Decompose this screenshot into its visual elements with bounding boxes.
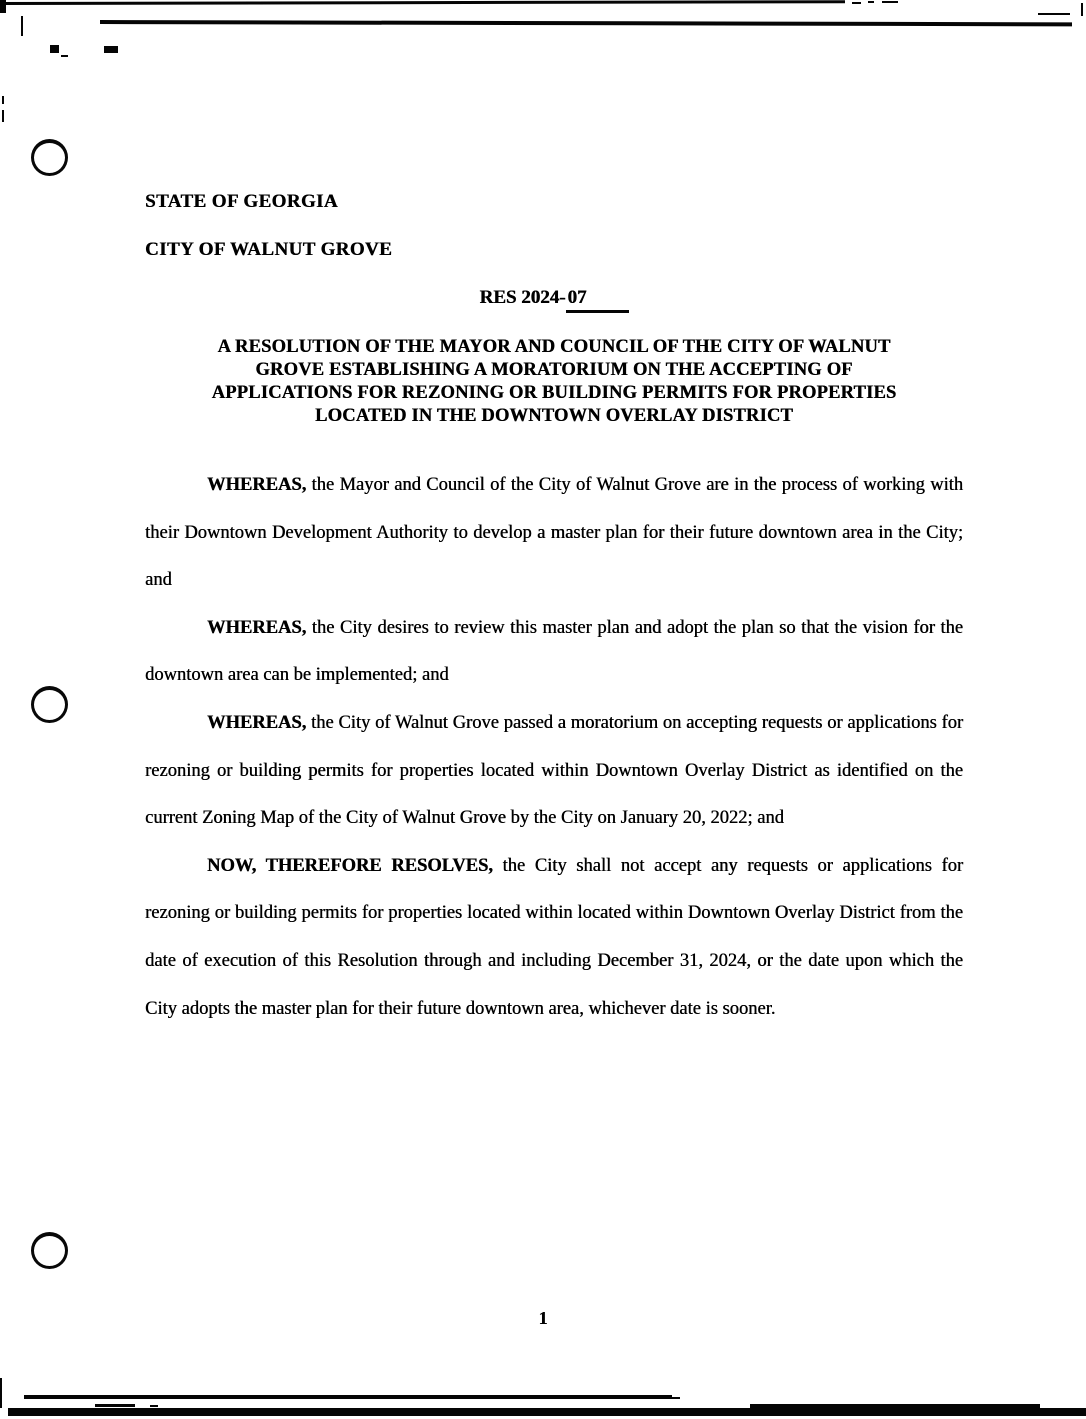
whereas-paragraph-3 [145,700,963,843]
scan-artifact-corner-mark [0,0,6,13]
resolves-lead: NOW, THEREFORE RESOLVES, [207,855,493,876]
whereas-paragraph-2 [145,605,963,700]
paragraph-text-2: the City desires to review this master plan and adopt the plan so that the vision for the downtown area can be implemented; and [145,617,963,686]
hole-punch-middle [31,686,68,723]
title-line-1: A RESOLUTION OF THE MAYOR AND COUNCIL OF THE CITY OF WALNUT [217,337,891,357]
paragraph-text-4: the City shall not accept any requests or applications for rezoning or building permits for properties located within located within Downtown Overlay District from the date of execution of this Resolution through and including December 31, 2024, or the date upon which the City adopts the master plan for their future downtown area, whichever date is sooner. [145,855,964,1019]
title-line-3: APPLICATIONS FOR REZONING OR BUILDING PERMITS FOR PROPERTIES [211,383,897,403]
resolution-document [145,0,963,1419]
resolution-body [145,462,963,1033]
scan-artifact-right-edge-mark [1081,3,1083,16]
city-caption: CITY OF WALNUT GROVE [145,239,393,260]
whereas-lead-2: WHEREAS, [207,617,307,638]
state-caption: STATE OF GEORGIA [145,191,338,212]
scan-artifact-dash [95,1404,135,1407]
title-line-2: GROVE ESTABLISHING A MORATORIUM ON THE ACCEPTING OF [255,360,853,380]
scan-artifact-smudge [104,46,118,53]
whereas-lead-1: WHEREAS, [207,475,307,495]
page-number: 1 [538,1308,548,1328]
scan-artifact-dash [1038,13,1070,15]
hole-punch-top [31,139,68,176]
resolution-number-prefix: RES 2024- [479,287,566,308]
resolves-paragraph [145,843,963,1033]
resolution-title [145,336,963,428]
resolution-number-value: 07 [566,287,629,313]
resolution-number-line [145,287,963,313]
whereas-paragraph-1 [145,462,963,605]
scan-artifact-left-edge-mark [0,1378,2,1408]
scan-artifact-smudge [50,45,59,53]
scan-artifact-left-edge-mark [2,96,4,104]
hole-punch-bottom [31,1232,68,1269]
paragraph-text-3: the City of Walnut Grove passed a moratorium on accepting requests or applications for rezoning or building permits for properties located within Downtown Overlay District as identified on the current Zoning Map of the City of Walnut Grove by the City on January 20, 2022; and [145,712,963,829]
whereas-lead-3: WHEREAS, [207,712,307,733]
paragraph-text-1: the Mayor and Council of the City of Walnut Grove are in the process of working with their Downtown Development Authority to develop a master plan for their future downtown area in the City; and [145,475,963,591]
scan-artifact-smudge [61,55,68,57]
title-line-4: LOCATED IN THE DOWNTOWN OVERLAY DISTRICT [315,406,793,426]
scan-artifact-bracket-mark [21,16,23,36]
scan-artifact-left-edge-mark [2,110,4,122]
